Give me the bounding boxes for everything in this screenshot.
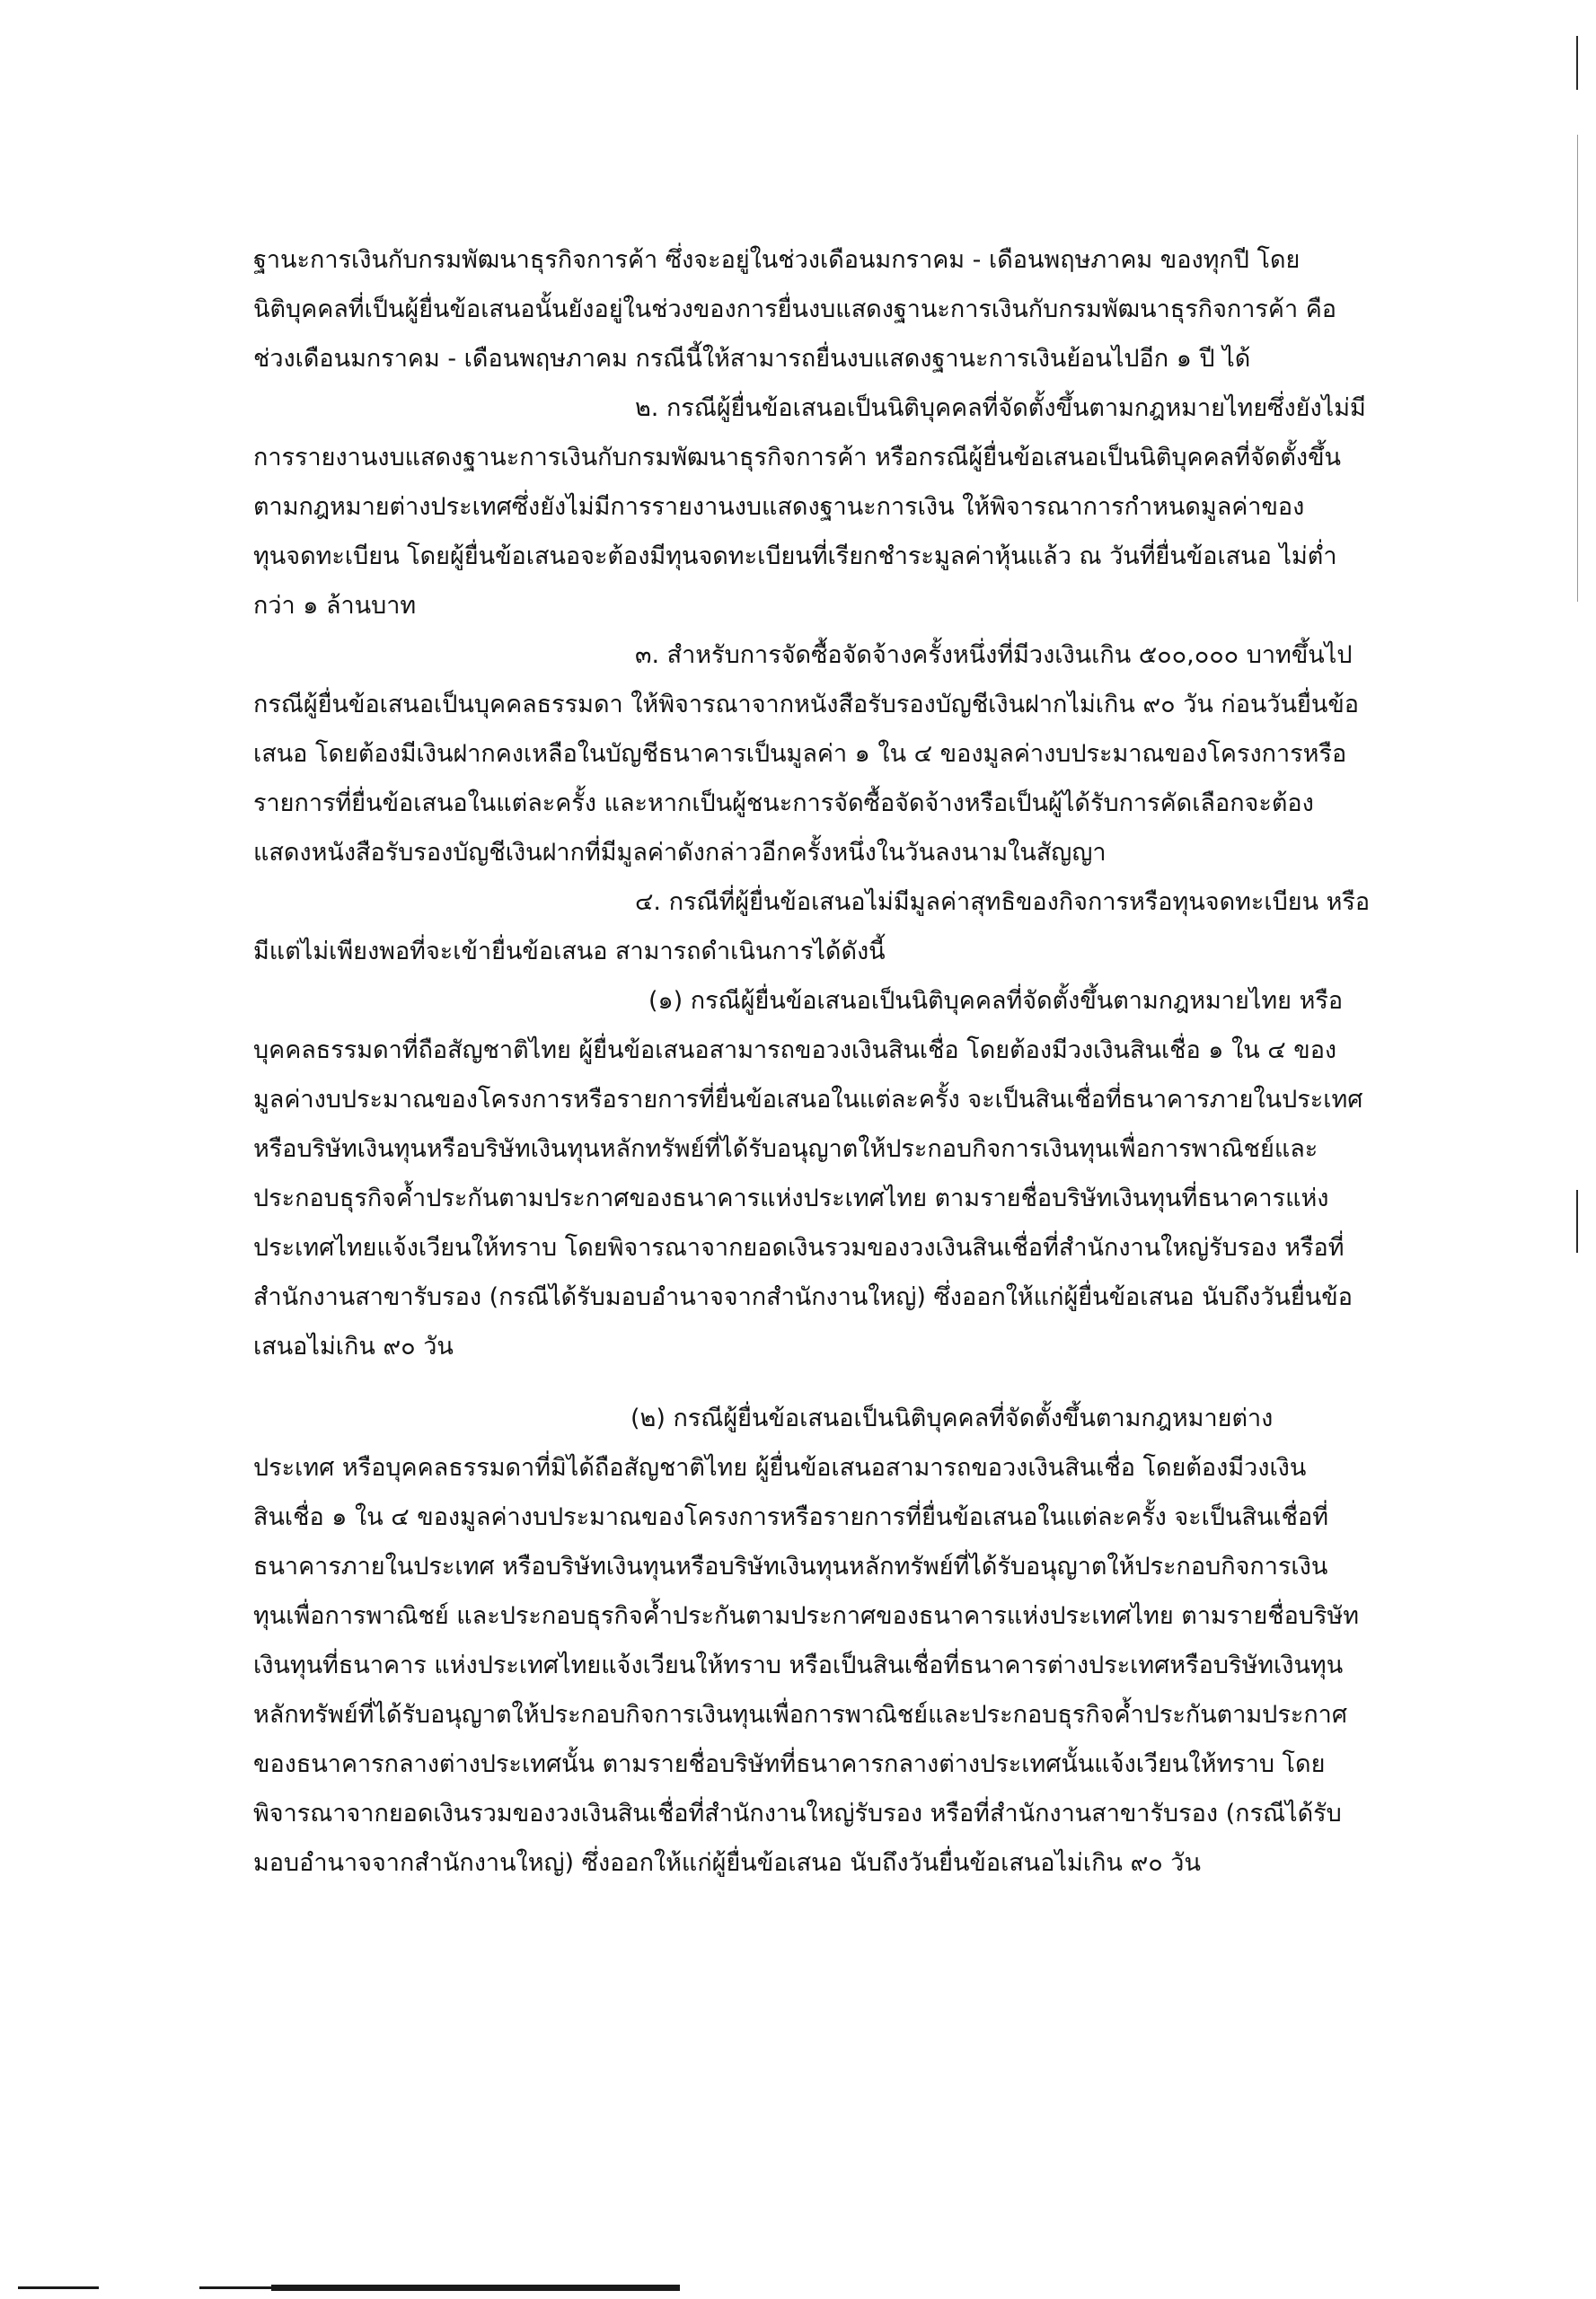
body-line: ตามกฎหมายต่างประเทศซึ่งยังไม่มีการรายงานงบแสดงฐานะการเงิน ให้พิจารณาการกำหนดมูลค่าของ [253, 493, 1305, 521]
body-line: ธนาคารภายในประเทศ หรือบริษัทเงินทุนหรือบริษัทเงินทุนหลักทรัพย์ที่ได้รับอนุญาตให้ประกอบกิจการเงิน [253, 1553, 1328, 1581]
clause-heading: ๓. สำหรับการจัดซื้อจัดจ้างครั้งหนึ่งที่มีวงเงินเกิน ๕๐๐,๐๐๐ บาทขึ้นไป [635, 641, 1353, 669]
clause-heading: ๒. กรณีผู้ยื่นข้อเสนอเป็นนิติบุคคลที่จัดตั้งขึ้นตามกฎหมายไทยซึ่งยังไม่มี [635, 394, 1366, 422]
document-body [253, 235, 1412, 1888]
body-line: บุคคลธรรมดาที่ถือสัญชาติไทย ผู้ยื่นข้อเสนอสามารถขอวงเงินสินเชื่อ โดยต้องมีวงเงินสินเชื่อ ๑ ใน ๔ ของ [253, 1036, 1337, 1064]
body-line: หรือบริษัทเงินทุนหรือบริษัทเงินทุนหลักทรัพย์ที่ได้รับอนุญาตให้ประกอบกิจการเงินทุนเพื่อการพาณิชย์และ [253, 1135, 1318, 1163]
subclause-heading: (๒) กรณีผู้ยื่นข้อเสนอเป็นนิติบุคคลที่จัดตั้งขึ้นตามกฎหมายต่าง [630, 1405, 1274, 1432]
body-line: ประเทศไทยแจ้งเวียนให้ทราบ โดยพิจารณาจากยอดเงินรวมของวงเงินสินเชื่อที่สำนักงานใหญ่รับรอง หรือที่ [253, 1234, 1345, 1262]
body-line: มูลค่างบประมาณของโครงการหรือรายการที่ยื่นข้อเสนอในแต่ละครั้ง จะเป็นสินเชื่อที่ธนาคารภายในประเทศ [253, 1086, 1363, 1114]
body-line: การรายงานงบแสดงฐานะการเงินกับกรมพัฒนาธุรกิจการค้า หรือกรณีผู้ยื่นข้อเสนอเป็นนิติบุคคลที่จัดตั้งขึ้น [253, 444, 1341, 471]
scan-edge-mark [1576, 36, 1578, 90]
body-line: แสดงหนังสือรับรองบัญชีเงินฝากที่มีมูลค่าดังกล่าวอีกครั้งหนึ่งในวันลงนามในสัญญา [253, 839, 1107, 867]
body-line: มอบอำนาจจากสำนักงานใหญ่) ซึ่งออกให้แก่ผู้ยื่นข้อเสนอ นับถึงวันยื่นข้อเสนอไม่เกิน ๙๐ วัน [253, 1849, 1201, 1877]
body-line: สำนักงานสาขารับรอง (กรณีได้รับมอบอำนาจจากสำนักงานใหญ่) ซึ่งออกให้แก่ผู้ยื่นข้อเสนอ นับถึงวันยื่นข้อ [253, 1283, 1353, 1311]
scan-edge-mark [1577, 135, 1578, 602]
clause-heading: ๔. กรณีที่ผู้ยื่นข้อเสนอไม่มีมูลค่าสุทธิของกิจการหรือทุนจดทะเบียน หรือ [635, 888, 1371, 916]
body-line: เสนอ โดยต้องมีเงินฝากคงเหลือในบัญชีธนาคารเป็นมูลค่า ๑ ใน ๔ ของมูลค่างบประมาณของโครงการหรือ [253, 740, 1347, 768]
scan-edge-mark [1576, 1190, 1578, 1253]
scan-bottom-rule [271, 2285, 680, 2291]
body-line: ช่วงเดือนมกราคม - เดือนพฤษภาคม กรณีนี้ให้สามารถยื่นงบแสดงฐานะการเงินย้อนไปอีก ๑ ปี ได้ [253, 345, 1251, 373]
body-line: พิจารณาจากยอดเงินรวมของวงเงินสินเชื่อที่สำนักงานใหญ่รับรอง หรือที่สำนักงานสาขารับรอง (กรณีได้รับ [253, 1800, 1342, 1828]
body-line: เสนอไม่เกิน ๙๐ วัน [253, 1333, 454, 1361]
body-line: รายการที่ยื่นข้อเสนอในแต่ละครั้ง และหากเป็นผู้ชนะการจัดซื้อจัดจ้างหรือเป็นผู้ได้รับการคัดเลือกจะต้อง [253, 789, 1314, 817]
body-line: หลักทรัพย์ที่ได้รับอนุญาตให้ประกอบกิจการเงินทุนเพื่อการพาณิชย์และประกอบธุรกิจค้ำประกันตามประกาศ [253, 1701, 1347, 1729]
body-line: กรณีผู้ยื่นข้อเสนอเป็นบุคคลธรรมดา ให้พิจารณาจากหนังสือรับรองบัญชีเงินฝากไม่เกิน ๙๐ วัน ก่อนวันยื่นข้อ [253, 691, 1360, 718]
body-line: เงินทุนที่ธนาคาร แห่งประเทศไทยแจ้งเวียนให้ทราบ หรือเป็นสินเชื่อที่ธนาคารต่างประเทศหรือบริษัทเงินทุน [253, 1652, 1344, 1679]
body-line: ทุนจดทะเบียน โดยผู้ยื่นข้อเสนอจะต้องมีทุนจดทะเบียนที่เรียกชำระมูลค่าหุ้นแล้ว ณ วันที่ยื่นข้อเสนอ ไม่ต่ำ [253, 542, 1337, 570]
body-line: ประกอบธุรกิจค้ำประกันตามประกาศของธนาคารแห่งประเทศไทย ตามรายชื่อบริษัทเงินทุนที่ธนาคารแห่ง [253, 1185, 1329, 1212]
paragraph-gap [253, 1371, 1412, 1394]
body-line: ประเทศ หรือบุคคลธรรมดาที่มิได้ถือสัญชาติไทย ผู้ยื่นข้อเสนอสามารถขอวงเงินสินเชื่อ โดยต้องมีวงเงิน [253, 1454, 1307, 1482]
body-line: สินเชื่อ ๑ ใน ๔ ของมูลค่างบประมาณของโครงการหรือรายการที่ยื่นข้อเสนอในแต่ละครั้ง จะเป็นสินเชื่อที่ [253, 1503, 1329, 1531]
body-line: ฐานะการเงินกับกรมพัฒนาธุรกิจการค้า ซึ่งจะอยู่ในช่วงเดือนมกราคม - เดือนพฤษภาคม ของทุกปี โดย [253, 246, 1301, 274]
scan-bottom-rule [18, 2286, 99, 2289]
body-line: มีแต่ไม่เพียงพอที่จะเข้ายื่นข้อเสนอ สามารถดำเนินการได้ดังนี้ [253, 938, 886, 965]
body-line: ของธนาคารกลางต่างประเทศนั้น ตามรายชื่อบริษัทที่ธนาคารกลางต่างประเทศนั้นแจ้งเวียนให้ทราบ โดย [253, 1750, 1326, 1778]
body-line: กว่า ๑ ล้านบาท [253, 592, 417, 620]
scan-bottom-rule [199, 2286, 271, 2289]
body-line: ทุนเพื่อการพาณิชย์ และประกอบธุรกิจค้ำประกันตามประกาศของธนาคารแห่งประเทศไทย ตามรายชื่อบริษัท [253, 1602, 1360, 1630]
subclause-heading: (๑) กรณีผู้ยื่นข้อเสนอเป็นนิติบุคคลที่จัดตั้งขึ้นตามกฎหมายไทย หรือ [648, 987, 1344, 1015]
body-line: นิติบุคคลที่เป็นผู้ยื่นข้อเสนอนั้นยังอยู่ในช่วงของการยื่นงบแสดงฐานะการเงินกับกรมพัฒนาธุรกิจการค้า คือ [253, 295, 1336, 323]
